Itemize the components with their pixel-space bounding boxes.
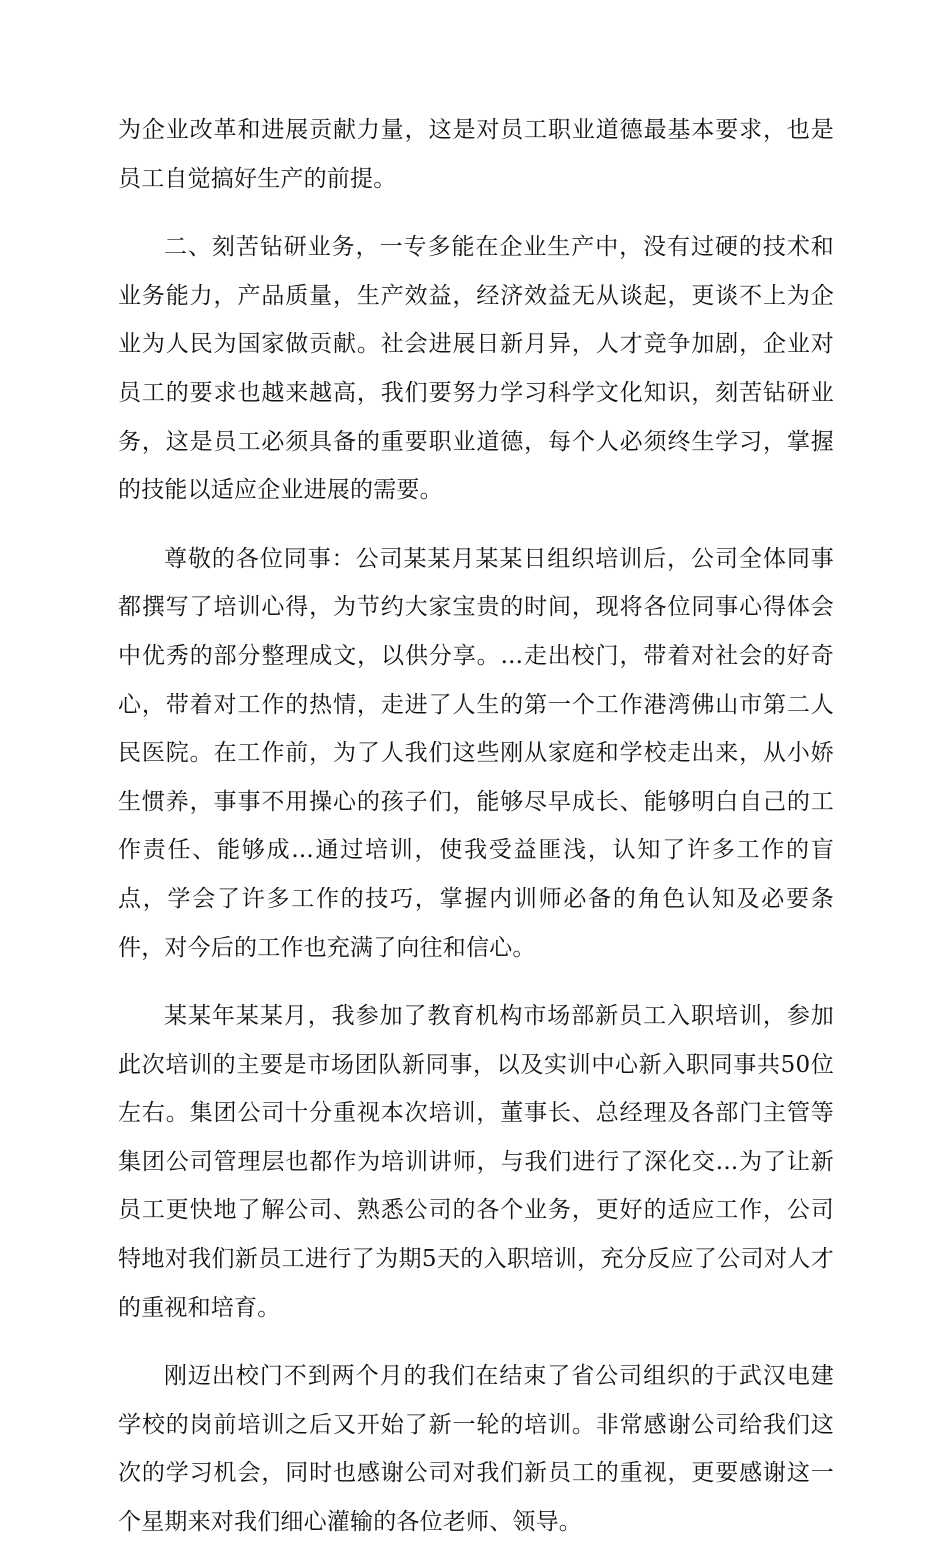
paragraph-2: 二、刻苦钻研业务，一专多能在企业生产中，没有过硬的技术和业务能力，产品质量，生产效益，经济效益无从谈起，更谈不上为企业为人民为国家做贡献。社会进展日新月异，人才竞争加剧，企业对员工的要求也越来越高，我们要努力学习科学文化知识，刻苦钻研业务，这是员工必须具备的重要职业道德，每个人必须终生学习，掌握的技能以适应企业进展的需要。 (118, 234, 834, 504)
document-body (118, 106, 834, 1567)
paragraph-5: 刚迈出校门不到两个月的我们在结束了省公司组织的于武汉电建学校的岗前培训之后又开始了新一轮的培训。非常感谢公司给我们这次的学习机会，同时也感谢公司对我们新员工的重视，更要感谢这一个星期来对我们细心灌输的各位老师、领导。 (118, 1363, 834, 1536)
paragraph-4: 某某年某某月，我参加了教育机构市场部新员工入职培训，参加此次培训的主要是市场团队新同事，以及实训中心新入职同事共50位左右。集团公司十分重视本次培训，董事长、总经理及各部门主管等集团公司管理层也都作为培训讲师，与我们进行了深化交...为了让新员工更快地了解公司、熟悉公司的各个业务，更好的适应工作，公司特地对我们新员工进行了为期5天的入职培训，充分反应了公司对人才的重视和培育。 (118, 1003, 834, 1321)
paragraph-3: 尊敬的各位同事：公司某某月某某日组织培训后，公司全体同事都撰写了培训心得，为节约大家宝贵的时间，现将各位同事心得体会中优秀的部分整理成文，以供分享。...走出校门，带着对社会的好奇心，带着对工作的热情，走进了人生的第一个工作港湾佛山市第二人民医院。在工作前，为了人我们这些刚从家庭和学校走出来，从小娇生惯养，事事不用操心的孩子们，能够尽早成长、能够明白自己的工作责任、能够成...通过培训，使我受益匪浅，认知了许多工作的盲点，学会了许多工作的技巧，掌握内训师必备的角色认知及必要条件，对今后的工作也充满了向往和信心。 (118, 545, 834, 961)
paragraph-1: 为企业改革和进展贡献力量，这是对员工职业道德最基本要求，也是员工自觉搞好生产的前提。 (118, 117, 834, 192)
